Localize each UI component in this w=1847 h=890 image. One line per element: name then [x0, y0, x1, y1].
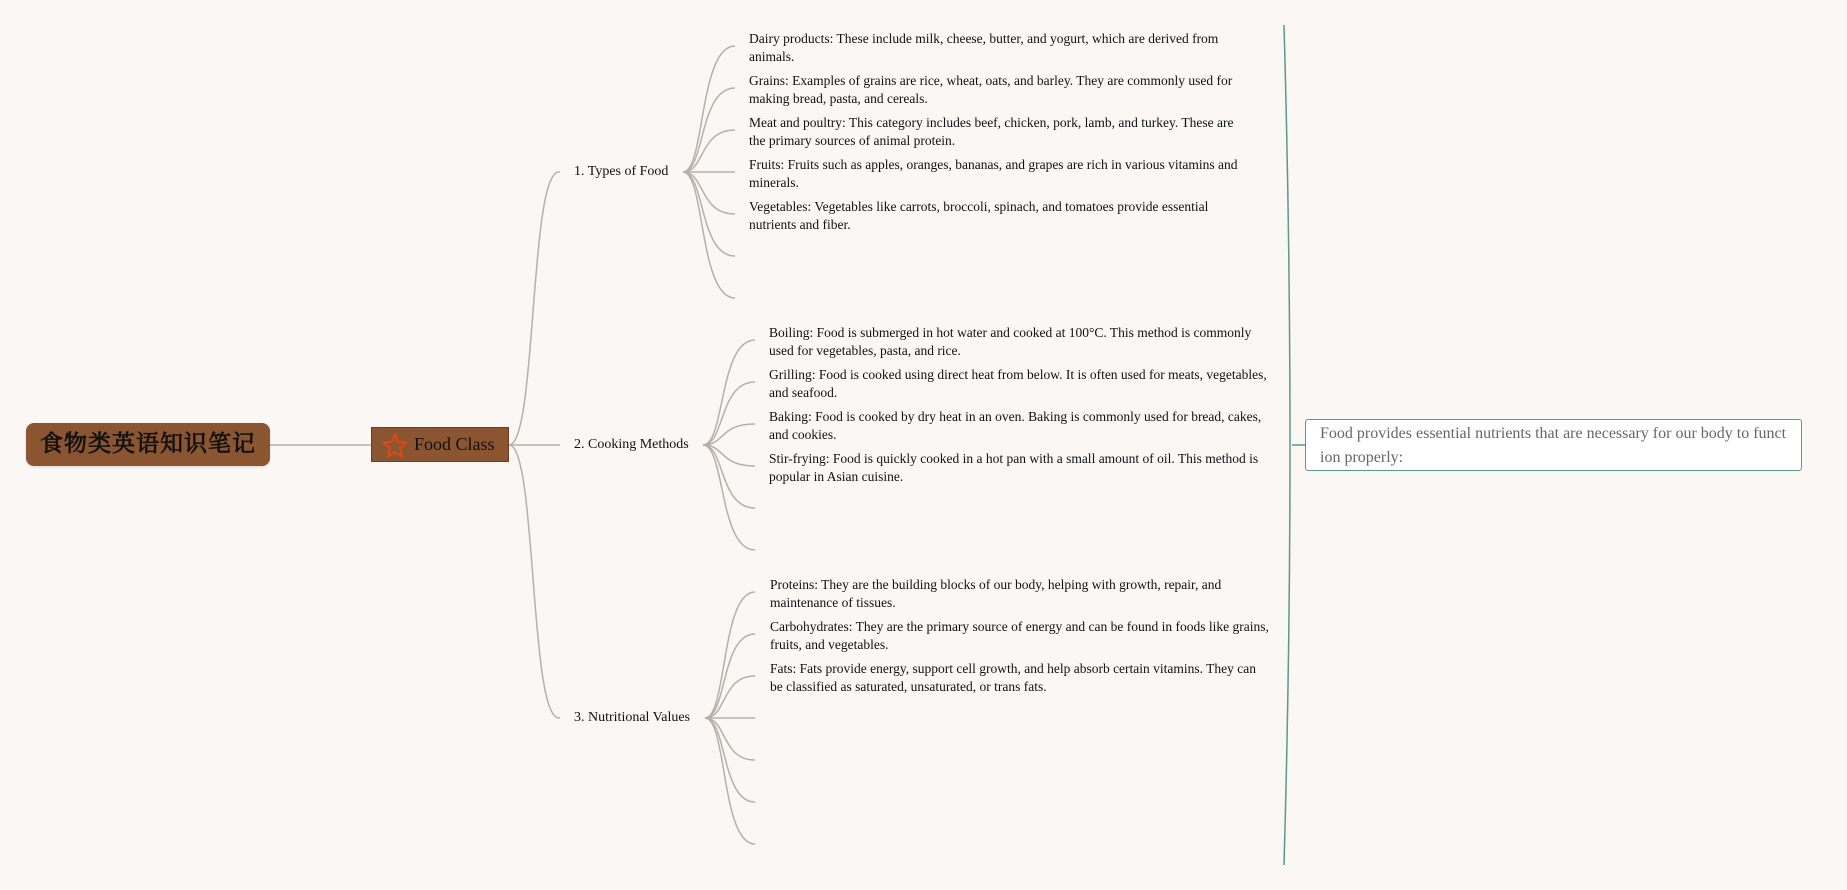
branch-nutritional-values[interactable]: 3. Nutritional Values [574, 710, 691, 725]
leaf-connector-1-1 [683, 46, 735, 172]
leaf-fats[interactable]: Fats: Fats provide energy, support cell growth, and help absorb certain vitamins. They can be classified as saturated, unsaturated, or trans fats. [770, 660, 1270, 696]
branch-cooking-methods[interactable]: 2. Cooking Methods [574, 437, 689, 452]
leaf-stir-frying[interactable]: Stir-frying: Food is quickly cooked in a hot pan with a small amount of oil. This method is popular in Asian cuisine. [769, 450, 1269, 486]
main-topic-food-class[interactable] [371, 427, 509, 462]
leaf-connector-3-2 [705, 634, 755, 718]
leaf-connector-3-7 [705, 718, 755, 844]
summary-note[interactable]: Food provides essential nutrients that are necessary for our body to function properly: [1305, 419, 1802, 471]
root-topic[interactable]: 食物类英语知识笔记 [26, 423, 270, 466]
leaf-connector-2-2 [703, 382, 755, 445]
leaf-fruits[interactable]: Fruits: Fruits such as apples, oranges, bananas, and grapes are rich in various vitamins and minerals. [749, 156, 1249, 192]
leaf-proteins[interactable]: Proteins: They are the building blocks of our body, helping with growth, repair, and maintenance of tissues. [770, 576, 1270, 612]
leaf-grains[interactable]: Grains: Examples of grains are rice, wheat, oats, and barley. They are commonly used for making bread, pasta, and cereals. [749, 72, 1249, 108]
leaf-baking[interactable]: Baking: Food is cooked by dry heat in an oven. Baking is commonly used for bread, cakes, and cookies. [769, 408, 1269, 444]
leaf-vegetables[interactable]: Vegetables: Vegetables like carrots, broccoli, spinach, and tomatoes provide essential nutrients and fiber. [749, 198, 1249, 234]
leaf-connector-3-1 [705, 592, 755, 718]
leaf-connector-3-6 [705, 718, 755, 802]
summary-bracket [1284, 25, 1290, 865]
branch-connector-1 [509, 172, 560, 445]
leaf-grilling[interactable]: Grilling: Food is cooked using direct heat from below. It is often used for meats, vegetables, and seafood. [769, 366, 1269, 402]
leaf-connector-2-5 [703, 445, 755, 508]
leaf-boiling[interactable]: Boiling: Food is submerged in hot water and cooked at 100°C. This method is commonly used for vegetables, pasta, and rice. [769, 324, 1269, 360]
leaf-connector-2-1 [703, 340, 755, 445]
leaf-connector-2-6 [703, 445, 755, 550]
branch-types-of-food[interactable]: 1. Types of Food [574, 164, 669, 179]
branch-connector-3 [509, 445, 560, 718]
leaf-dairy-products[interactable]: Dairy products: These include milk, cheese, butter, and yogurt, which are derived from animals. [749, 30, 1249, 66]
star-icon [382, 432, 408, 458]
main-topic-label: Food Class [414, 434, 495, 454]
leaf-meat-and-poultry[interactable]: Meat and poultry: This category includes beef, chicken, pork, lamb, and turkey. These are the primary sources of animal protein. [749, 114, 1249, 150]
leaf-connector-1-7 [683, 172, 735, 298]
leaf-carbohydrates[interactable]: Carbohydrates: They are the primary source of energy and can be found in foods like grains, fruits, and vegetables. [770, 619, 1269, 652]
